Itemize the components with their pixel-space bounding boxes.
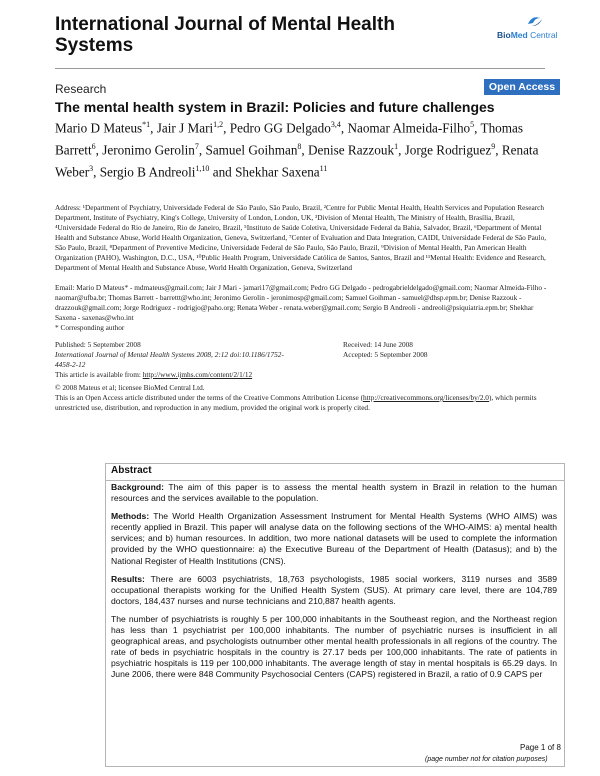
author-name: Sergio B Andreoli: [99, 164, 196, 180]
methods-text: The World Health Organization Assessment Instrument for Mental Health Systems (WHO AIMS) was recently applied in Brazil. This paper will analyse data on the following sections of the WHO-AIMS: a) mental health services; and b) human resources. In addition, two more national datasets will be used to complete the information provided by the WHO questionnaire: a) the Executive Bureau of the Department of Health (Datasus); and b) the National Register of Health Institutions (CNS).: [111, 511, 557, 566]
background-text: The aim of this paper is to assess the mental health system in Brazil in relation to the human resources and the services available to the population.: [111, 482, 557, 504]
received-info: [343, 340, 523, 360]
author-name: Samuel Goihman: [205, 142, 298, 158]
author-name: Mario D Mateus: [55, 120, 143, 136]
publication-info: [55, 340, 285, 370]
page-number-note: (page number not for citation purposes): [425, 756, 548, 763]
received-date: Received: 14 June 2008: [343, 340, 413, 349]
license-link[interactable]: http://creativecommons.org/licenses/by/2.0: [363, 393, 489, 402]
article-title: The mental health system in Brazil: Policies and future challenges: [55, 99, 495, 115]
license-prefix: This is an Open Access article distributed under the terms of the Creative Commons Attribution License (: [55, 393, 364, 402]
results-label: Results:: [111, 573, 145, 584]
author-name: Jorge Rodriguez: [404, 142, 492, 158]
journal-title: International Journal of Mental Health Systems: [55, 14, 395, 56]
background-label: Background:: [111, 482, 164, 492]
methods-label: Methods:: [111, 511, 150, 522]
abstract-results: [111, 574, 557, 607]
abstract-body: [111, 482, 557, 688]
author-affiliation-marker: 8: [297, 141, 302, 151]
author-affiliation-marker: 9: [491, 141, 496, 151]
author-name: Naomar Almeida-Filho: [347, 120, 471, 136]
page-number: Page 1 of 8: [520, 743, 561, 752]
abstract-results-continued: The number of psychiatrists is roughly 5 per 100,000 inhabitants in the Southeast region, and the Northeast region has less than 1 psychiatrist per 100,000 inhabitants. The number of psychiatric nurses is insufficient in all geographical areas, and psychologists outnumber other mental health professionals in all regions of the country. The rate of beds in psychiatric hospitals in the country is 27.17 beds per 100,000 inhabitants. The rate of patients in psychiatric hospitals is 119 per 100,000 inhabitants. The average length of stay in mental hospitals is 65.29 days. In June 2006, there were 848 Community Psychosocial Centers (CAPS) registered in Brazil, a ratio of 0.9 CAPS per: [111, 613, 557, 680]
author-name: Renata Weber: [55, 142, 539, 180]
copyright-block: [55, 383, 551, 413]
accepted-date: Accepted: 5 September 2008: [343, 350, 428, 359]
author-name: Jair J Mari: [156, 120, 214, 136]
author-name: Thomas Barrett: [55, 120, 524, 158]
author-affiliation-marker: 1: [394, 141, 399, 151]
author-affiliation-marker: 3: [89, 163, 94, 173]
article-url-link[interactable]: http://www.ijmhs.com/content/2/1/12: [142, 370, 253, 379]
abstract-background: [111, 482, 557, 504]
author-affiliation-marker: *1: [142, 120, 151, 129]
availability-prefix: This article is available from:: [55, 370, 143, 379]
license-text: [55, 393, 551, 413]
citation: International Journal of Mental Health Systems 2008, 2:12 doi:10.1186/1752-4458-2-12: [55, 350, 284, 369]
author-affiliation-marker: 5: [470, 120, 475, 129]
author-affiliation-marker: 7: [194, 141, 199, 151]
author-name: Shekhar Saxena: [235, 164, 320, 180]
publisher-bio: Bio: [497, 30, 511, 40]
author-affiliation-marker: 1,2: [213, 120, 224, 129]
affiliations: Address: ¹Department of Psychiatry, Universidade Federal de São Paulo, São Paulo, Brazil, ²Centre for Public Mental Health, Health Services and Population Research Department, Institute of Psychiatry, King's College, University of London, London, UK, ³Division of Mental Health, The Ministry of Health, Brasília, Brazil, ⁴Universidade Federal do Rio de Janeiro, Rio de Janeiro, Brazil, ⁵Instituto de Saúde Coletiva, Universidade Federal da Bahia, Salvador, Brazil, ⁶Department of Mental Health and Substance Abuse, World Health Organization, Geneva, Switzerland, ⁷Center of Evaluation and Data Integration, CAIDI, Universidade Federal de São Paulo, São Paulo, Brazil, ⁸Department of Preventive Medicine, Universidade Federal de São Paulo, São Paulo, Brazil, ⁹Division of Mental Health, Pan American Health Organization (PAHO), Washington, D.C., USA, ¹⁰Public Health Program, Universidade Católica de Santos, Santos, Brazil and ¹¹Mental Health: Evidence and Research, Department of Mental Health and Substance Abuse, World Health Organization, Geneva, Switzerland: [55, 203, 547, 272]
author-name: Denise Razzouk: [308, 142, 395, 158]
author-affiliation-marker: 1,10: [195, 163, 210, 173]
abstract-heading: Abstract: [111, 465, 152, 476]
author-name: Pedro GG Delgado: [229, 120, 331, 136]
author-affiliation-marker: 11: [319, 163, 328, 173]
corresponding-author-note: * Corresponding author: [55, 323, 125, 332]
license-suffix: ), which permits unrestricted use, distribution, and reproduction in any medium, provided the original work is properly cited.: [55, 393, 537, 412]
author-emails: Email: Mario D Mateus* - mdmateus@gmail.com; Jair J Mari - jamari17@gmail.com; Pedro GG Delgado - pedrogabrieldelgado@gmail.com; Naomar Almeida-Filho - naomar@ufba.br; Thomas Barrett - barrettt@who.int; Jeronimo Gerolin - jeronimosp@gmail.com; Samuel Goihman - samuel@dhsp.epm.br; Denise Razzouk - drazzouk@gmail.com; Jorge Rodriguez - rodrigjo@paho.org; Renata Weber - renata.weber@gmail.com; Sergio B Andreoli - andreoli@psiquiatria.epm.br; Shekhar Saxena - saxenas@who.int: [55, 283, 547, 322]
publisher-med: Med: [510, 30, 528, 40]
abstract-divider: [105, 480, 564, 481]
abstract-methods: [111, 511, 557, 566]
open-access-badge: Open Access: [484, 79, 560, 95]
author-name: Jeronimo Gerolin: [102, 142, 195, 158]
availability: [55, 370, 252, 380]
publisher-central: Central: [527, 30, 558, 40]
publisher-logo[interactable]: [497, 30, 557, 40]
author-list: Mario D Mateus$^{*1}$, Jair J Mari$^{1,2}$, Pedro GG Delgado$^{3,4}$, Naomar Almeida-Filho$^5$, Thomas Barrett$^6$, Jeronimo Gerolin$^7$, Samuel Goihman$^8$, Denise Razzouk$^1$, Jorge Rodriguez$^9$, Renata Weber$^3$, Sergio B Andreoli$^{1,10}$ and Shekhar Saxena$^{11}$: [55, 120, 539, 180]
biomed-central-logo-icon: [526, 14, 544, 28]
copyright: © 2008 Mateus et al; licensee BioMed Central Ltd.: [55, 383, 205, 392]
published-date: Published: 5 September 2008: [55, 340, 141, 349]
author-affiliation-marker: 6: [91, 141, 96, 151]
section-label: Research: [55, 82, 107, 96]
header-divider: [55, 68, 545, 69]
results-text: There are 6003 psychiatrists, 18,763 psychologists, 1985 social workers, 3119 nurses and 3589 occupational therapists working for the Unified Health System (SUS). At primary care level, there are 104,789 doctors, 184,437 nurses and nurse technicians and 210,887 health agents.: [111, 573, 557, 606]
author-affiliation-marker: 3,4: [330, 120, 341, 129]
